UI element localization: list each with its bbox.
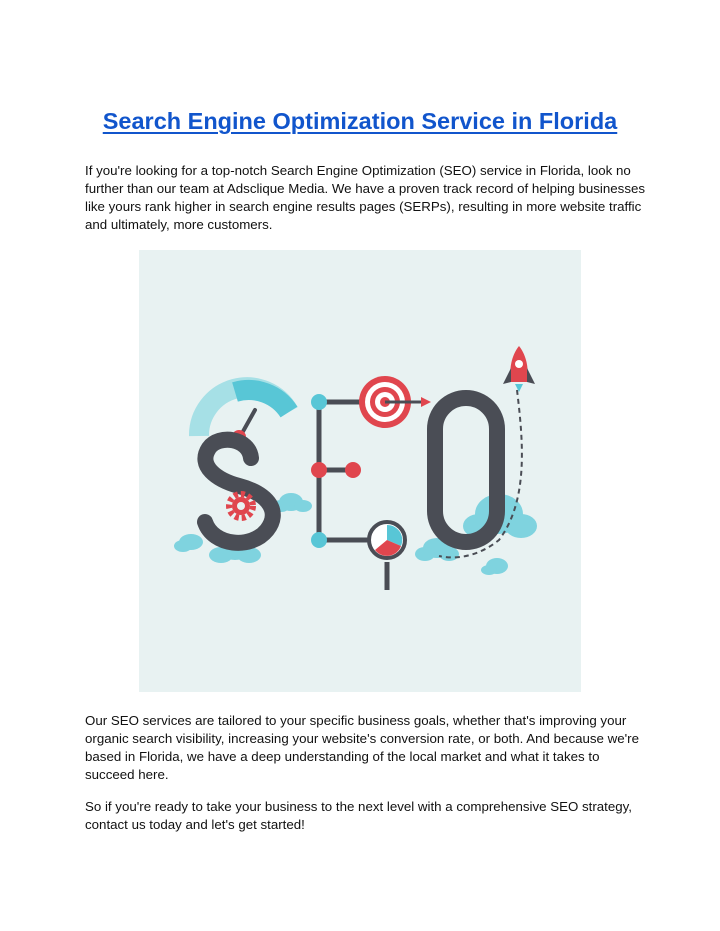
cta-paragraph: So if you're ready to take your business to the next level with a comprehensive SEO strategy, contact us today and let's get started! — [85, 799, 633, 832]
seo-illustration — [139, 250, 581, 692]
services-paragraph: Our SEO services are tailored to your specific business goals, whether that's improving your organic search visibility, increasing your website's conversion rate, or both. And because we're based in Florida, we have a deep understanding of the local market and what it takes to succeed here. — [85, 713, 639, 782]
page-title[interactable]: Search Engine Optimization Service in Florida — [102, 108, 618, 134]
intro-paragraph: If you're looking for a top-notch Search Engine Optimization (SEO) service in Florida, look no further than our team at Adsclique Media. We have a proven track record of helping businesses like yours rank higher in search engine results pages (SERPs), resulting in more website traffic and ultimately, more customers. — [85, 163, 646, 232]
